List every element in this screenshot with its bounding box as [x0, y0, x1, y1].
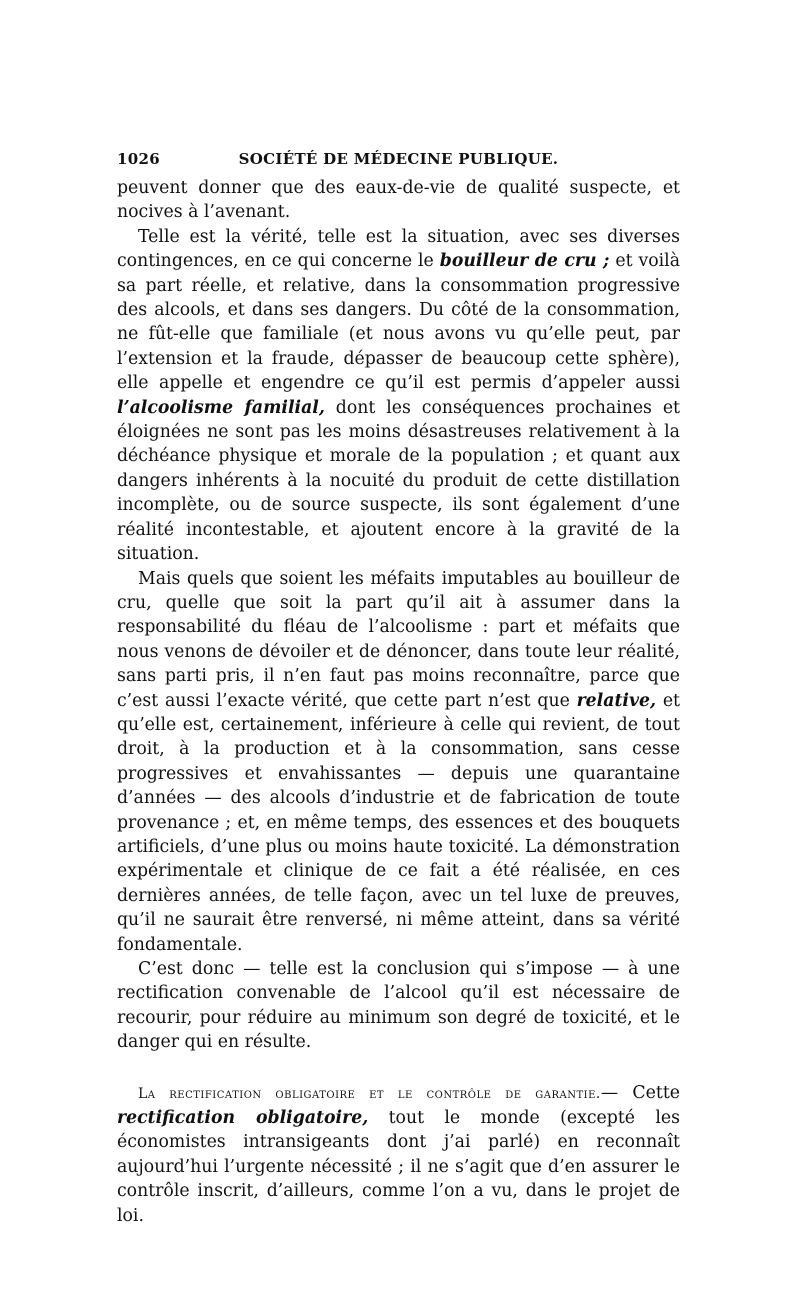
paragraph-3: [117, 567, 680, 958]
paragraph-4: [117, 957, 680, 1055]
section-heading: La rectification obligatoire et le contrôle de garantie.: [138, 1085, 601, 1102]
paragraph-3-italic-1: relative,: [576, 690, 657, 711]
paragraph-2-italic-1: bouilleur de cru ;: [439, 251, 610, 272]
page-number: 1026: [117, 150, 160, 168]
running-head: [117, 150, 680, 176]
section-text-a: Cette: [632, 1082, 680, 1103]
paragraph-2-text-c: dont les conséquences prochaines et éloignées ne sont pas les moins désastreuses relativement à la déchéance physique et morale de la population ; et quant aux dangers inhérents à la nocuité du produit de cette distillation incomplète, ou de source suspecte, ils sont également d’une réalité incontestable, et ajoutent encore à la gravité de la situation.: [117, 397, 680, 565]
paragraph-4-text: C’est donc — telle est la conclusion qui s’impose — à une rectification convenable de l’alcool qu’il est nécessaire de recourir, pour réduire au minimum son degré de toxicité, et le danger qui en résulte.: [117, 959, 680, 1053]
paragraph-1: [117, 176, 680, 225]
paragraph-2-text-a: Telle est la vérité, telle est la situation, avec ses diverses contingences, en ce qui concerne le: [117, 226, 680, 272]
section-italic-1: rectification obligatoire,: [117, 1108, 369, 1129]
journal-title: SOCIÉTÉ DE MÉDECINE PUBLIQUE.: [238, 150, 559, 168]
paragraph-2-italic-2: l’alcoolisme familial,: [117, 397, 325, 418]
section-spacer: [117, 1055, 680, 1081]
paragraph-2: [117, 225, 680, 567]
section-heading-dash: —: [600, 1082, 619, 1103]
paragraph-3-text-b: et qu’elle est, certainement, inférieure à celle qui revient, de tout droit, à la production et à la consommation, sans cesse progressives et envahissantes — depuis une quarantaine d’années — des alcools d’industrie et de fabrication de toute provenance ; et, en même temps, des essences et des bouquets artificiels, d’une plus ou moins haute toxicité. La démonstration expérimentale et clinique de ce fait a été réalisée, en ces dernières années, de telle façon, avec un tel luxe de preuves, qu’il ne saurait être renversé, ni même atteint, dans sa vérité fondamentale.: [117, 690, 680, 955]
section-paragraph: [117, 1081, 680, 1228]
paragraph-1-text: peuvent donner que des eaux-de-vie de qualité suspecte, et nocives à l’avenant.: [117, 178, 680, 223]
section-text-b: tout le monde (excepté les économistes intransigeants dont j’ai parlé) en reconnaît aujourd’hui l’urgente nécessité ; il ne s’agit que d’en assurer le contrôle inscrit, d’ailleurs, comme l’on a vu, dans le projet de loi.: [117, 1108, 680, 1226]
paragraph-2-text-b: et voilà sa part réelle, et relative, dans la consommation progressive des alcools, et dans ses dangers. Du côté de la consommation, ne fût-elle que familiale (et nous avons vu qu’elle peut, par l’extension et la fraude, dépasser de beaucoup cette sphère), elle appelle et engendre ce qu’il est permis d’appeler aussi: [117, 251, 681, 394]
body-text: [117, 176, 680, 1228]
document-page: [117, 150, 680, 1228]
paragraph-3-text-a: Mais quels que soient les méfaits imputables au bouilleur de cru, quelle que soit la part qu’il ait à assumer dans la responsabilité du fléau de l’alcoolisme : part et méfaits que nous venons de dévoiler et de dénoncer, dans toute leur réalité, sans parti pris, il n’en faut pas moins reconnaître, parce que c’est aussi l’exacte vérité, que cette part n’est que: [117, 568, 680, 711]
